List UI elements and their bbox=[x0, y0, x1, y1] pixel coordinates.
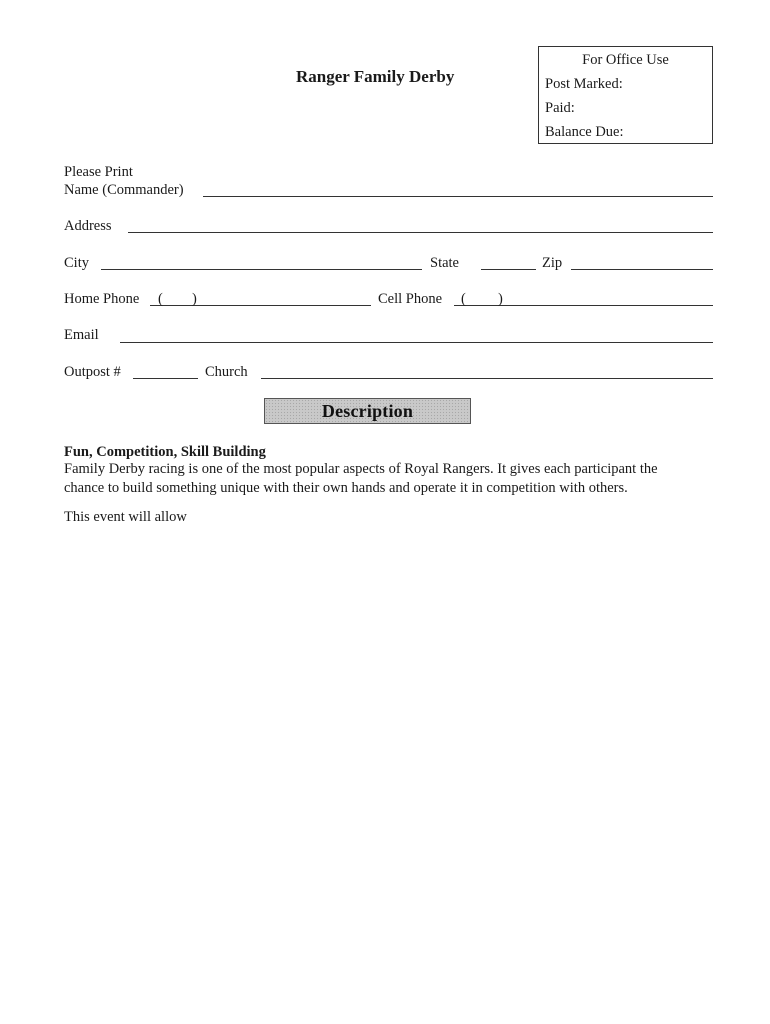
church-label: Church bbox=[205, 364, 248, 380]
cell-phone-label: Cell Phone bbox=[378, 291, 443, 307]
zip-label: Zip bbox=[542, 255, 563, 271]
church-field[interactable] bbox=[261, 378, 713, 379]
description-paragraph bbox=[64, 460, 704, 498]
state-label: State bbox=[430, 255, 459, 271]
home-phone-field[interactable] bbox=[150, 305, 371, 306]
name-field[interactable] bbox=[203, 196, 713, 197]
home-phone-paren-close: ) bbox=[192, 291, 197, 307]
email-label: Email bbox=[64, 327, 99, 343]
balance-due-label: Balance Due: bbox=[545, 124, 624, 140]
office-use-box bbox=[538, 46, 713, 144]
cell-phone-paren-open: ( bbox=[461, 291, 466, 307]
name-label: Name (Commander) bbox=[64, 182, 184, 198]
cell-phone-paren-close: ) bbox=[498, 291, 503, 307]
cell-phone-field[interactable] bbox=[454, 305, 713, 306]
city-label: City bbox=[64, 255, 89, 271]
home-phone-label: Home Phone bbox=[64, 291, 140, 307]
outpost-field[interactable] bbox=[133, 378, 198, 379]
outpost-label: Outpost # bbox=[64, 364, 121, 380]
description-line: Family Derby racing is one of the most popular aspects of Royal Rangers. It gives each participant the bbox=[64, 461, 658, 477]
description-banner: Description bbox=[264, 398, 471, 424]
event-allow-text: This event will allow bbox=[64, 509, 187, 525]
home-phone-paren-open: ( bbox=[158, 291, 163, 307]
office-use-heading: For Office Use bbox=[582, 52, 669, 68]
address-label: Address bbox=[64, 218, 112, 234]
please-print-label: Please Print bbox=[64, 164, 133, 180]
description-subheading: Fun, Competition, Skill Building bbox=[64, 444, 266, 460]
state-field[interactable] bbox=[481, 269, 536, 270]
zip-field[interactable] bbox=[571, 269, 713, 270]
paid-label: Paid: bbox=[545, 100, 575, 116]
address-field[interactable] bbox=[128, 232, 713, 233]
page-title: Ranger Family Derby bbox=[296, 67, 455, 86]
city-field[interactable] bbox=[101, 269, 422, 270]
email-field[interactable] bbox=[120, 342, 713, 343]
description-line: chance to build something unique with their own hands and operate it in competition with others. bbox=[64, 480, 628, 496]
post-marked-label: Post Marked: bbox=[545, 76, 623, 92]
